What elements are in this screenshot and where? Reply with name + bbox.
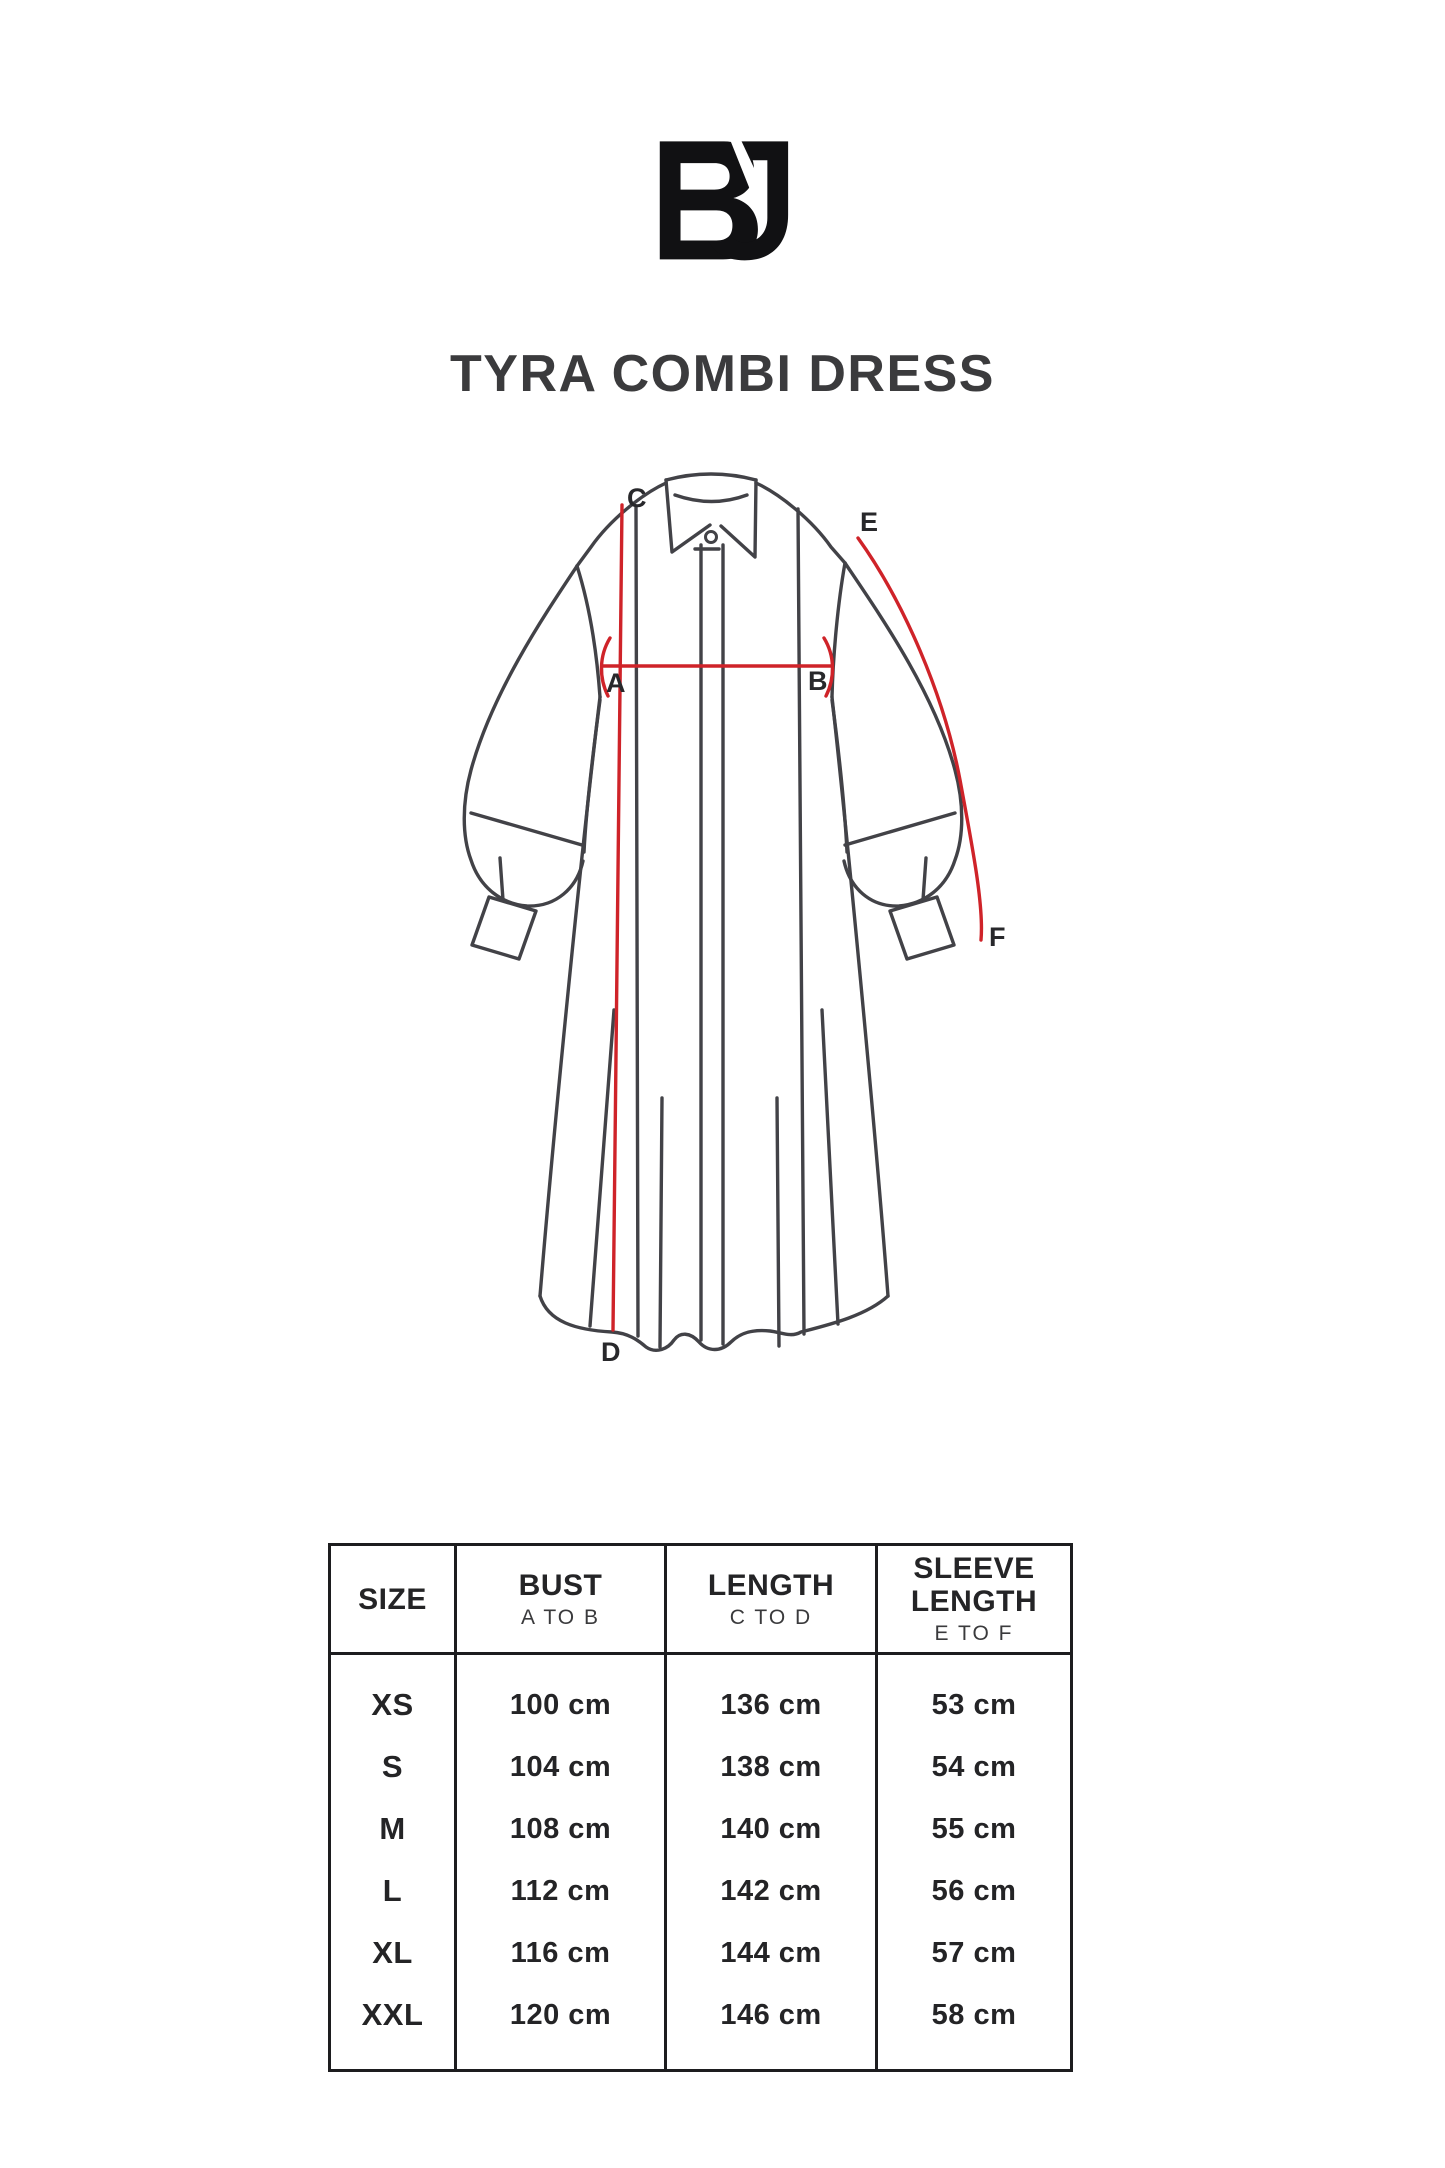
sleeve-value: 53 cm bbox=[931, 1688, 1017, 1721]
bust-value: 112 cm bbox=[510, 1874, 611, 1907]
sleeve-value: 57 cm bbox=[931, 1936, 1017, 1969]
size-label: S bbox=[381, 1749, 404, 1784]
column-header-size: SIZE bbox=[331, 1546, 457, 1655]
length-value: 138 cm bbox=[720, 1750, 822, 1783]
size-label: XL bbox=[372, 1935, 413, 1970]
sleeve-value: 55 cm bbox=[931, 1812, 1017, 1845]
column-header-bust: BUST A TO B bbox=[457, 1546, 667, 1655]
size-column bbox=[331, 1655, 457, 2069]
bust-value: 120 cm bbox=[509, 1998, 612, 2031]
size-label: XS bbox=[371, 1687, 414, 1722]
marker-d: D bbox=[601, 1337, 621, 1367]
size-table bbox=[328, 1543, 1073, 2072]
measurement-lines bbox=[601, 505, 981, 1330]
marker-b: B bbox=[808, 666, 828, 696]
length-value: 140 cm bbox=[720, 1812, 822, 1845]
size-label: L bbox=[382, 1873, 403, 1908]
length-line-c-d bbox=[613, 505, 622, 1330]
marker-a: A bbox=[606, 668, 626, 698]
bust-value: 116 cm bbox=[510, 1936, 611, 1969]
marker-e: E bbox=[860, 507, 879, 537]
bust-column bbox=[457, 1655, 667, 2069]
sleeve-line-e-f bbox=[858, 538, 981, 940]
column-header-length: LENGTH C TO D bbox=[667, 1546, 878, 1655]
bust-value: 104 cm bbox=[509, 1750, 612, 1783]
dress-outline bbox=[464, 474, 962, 1350]
sleeve-length-column bbox=[878, 1655, 1070, 2069]
sleeve-value: 58 cm bbox=[931, 1998, 1017, 2031]
column-header-sleeve-length: SLEEVE LENGTH E TO F bbox=[878, 1546, 1070, 1655]
sleeve-value: 54 cm bbox=[931, 1750, 1017, 1783]
bust-value: 100 cm bbox=[509, 1688, 612, 1721]
size-label: XXL bbox=[361, 1997, 424, 2032]
length-value: 146 cm bbox=[720, 1998, 822, 2031]
marker-f: F bbox=[989, 922, 1006, 952]
sleeve-value: 56 cm bbox=[931, 1874, 1017, 1907]
page-title: TYRA COMBI DRESS bbox=[450, 345, 995, 403]
marker-c: C bbox=[627, 483, 647, 513]
length-value: 144 cm bbox=[720, 1936, 822, 1969]
length-column bbox=[667, 1655, 878, 2069]
bust-value: 108 cm bbox=[509, 1812, 612, 1845]
size-label: M bbox=[379, 1811, 406, 1846]
length-value: 136 cm bbox=[720, 1688, 822, 1721]
length-value: 142 cm bbox=[720, 1874, 822, 1907]
